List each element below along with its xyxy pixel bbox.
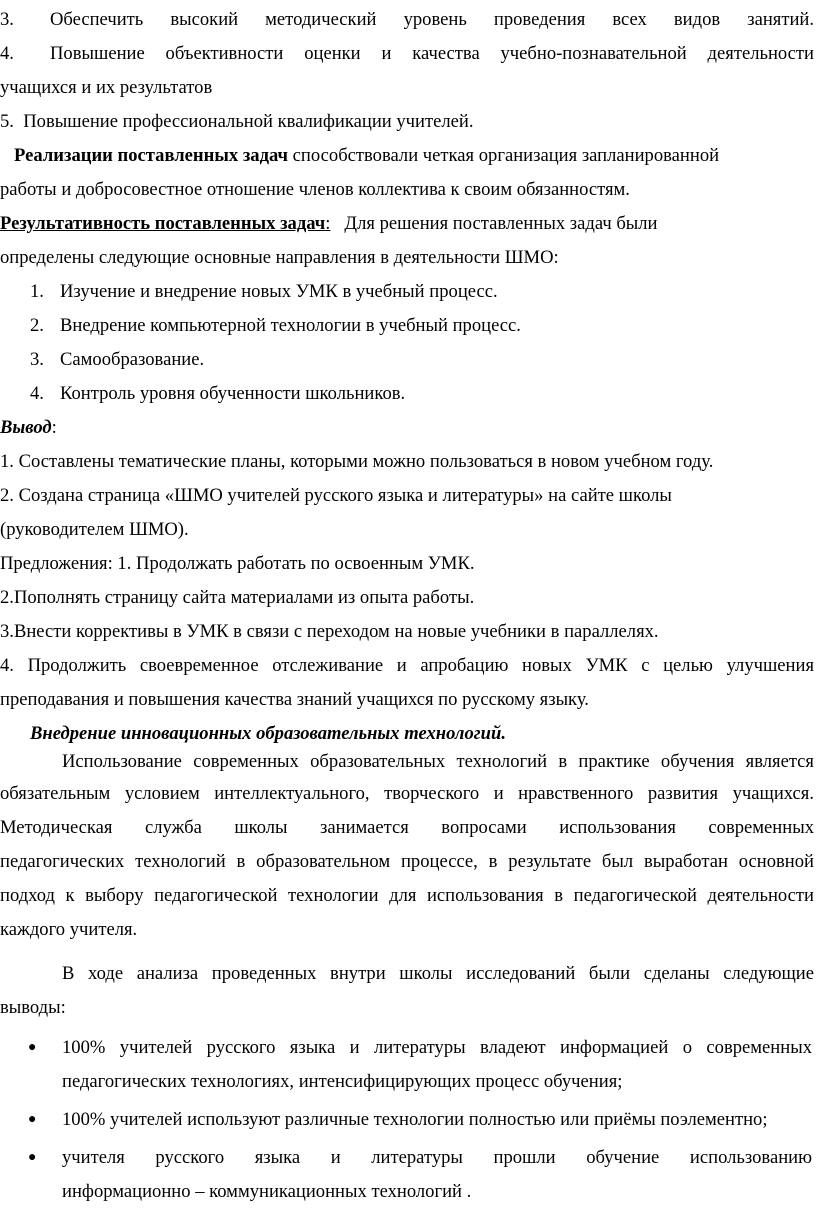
list-text: учителя русского языка и литературы прошли обучение использованию bbox=[62, 1147, 812, 1168]
conclusion-heading bbox=[0, 411, 816, 445]
innovation-paragraph-2: В ходе анализа проведенных внутри школы исследований были сделаны следующие bbox=[62, 963, 814, 984]
conclusion-item-2-cont: (руководителем ШМО). bbox=[0, 519, 189, 540]
document-page bbox=[0, 3, 816, 1209]
goal-text: Повышение профессиональной квалификации учителей. bbox=[23, 111, 474, 132]
list-text: Самообразование. bbox=[60, 349, 205, 370]
list-number: 1. bbox=[30, 281, 44, 302]
goal-number: 5. bbox=[0, 111, 14, 132]
list-item bbox=[28, 1103, 816, 1137]
realization-bold: Реализации поставленных задач bbox=[14, 145, 289, 166]
conclusion-item-1: 1. Составлены тематические планы, которыми можно пользоваться в новом учебном году. bbox=[0, 451, 714, 472]
results-paragraph bbox=[0, 207, 816, 241]
list-number: 3. bbox=[30, 349, 44, 370]
list-number: 4. bbox=[30, 383, 44, 404]
proposal-line-4: 4. Продолжить своевременное отслеживание и апробацию новых УМК с целью улучшения bbox=[0, 655, 814, 676]
innovation-paragraph-1-line: педагогических технологий в образовательном процессе, в результате был выработан основной bbox=[0, 851, 814, 872]
list-item bbox=[30, 275, 816, 309]
conclusion-label: Вывод bbox=[0, 417, 52, 438]
innovation-paragraph-1: Использование современных образовательных технологий в практике обучения является bbox=[62, 751, 814, 772]
realization-line2: работы и добросовестное отношение членов коллектива к своим обязанностям. bbox=[0, 179, 630, 200]
proposal-line-1: Предложения: 1. Продолжать работать по освоенным УМК. bbox=[0, 553, 475, 574]
list-text: Контроль уровня обученности школьников. bbox=[60, 383, 406, 404]
paragraph-gap bbox=[0, 947, 816, 957]
realization-text: способствовали четкая организация запланированной bbox=[288, 145, 720, 166]
bullet-icon: ● bbox=[28, 1040, 37, 1055]
goal-item-3 bbox=[0, 3, 816, 37]
list-item bbox=[30, 309, 816, 343]
innovation-paragraph-1-line: Методическая служба школы занимается вопросами использования современных bbox=[0, 817, 814, 838]
list-text: 100% учителей русского языка и литературы владеют информацией о современных bbox=[62, 1037, 812, 1058]
list-text: педагогических технологиях, интенсифицирующих процесс обучения; bbox=[62, 1071, 623, 1092]
directions-list bbox=[0, 275, 816, 411]
bullet-icon: ● bbox=[28, 1112, 37, 1127]
bullet-icon: ● bbox=[28, 1150, 37, 1165]
goal-item-5 bbox=[0, 105, 816, 139]
list-text: 100% учителей используют различные технологии полностью или приёмы поэлементно; bbox=[62, 1109, 768, 1130]
list-number: 2. bbox=[30, 315, 44, 336]
list-item bbox=[28, 1141, 816, 1209]
goal-number: 3. bbox=[0, 9, 14, 30]
innovation-paragraph-1-line: каждого учителя. bbox=[0, 919, 138, 940]
realization-paragraph bbox=[0, 139, 816, 173]
results-line2: определены следующие основные направления в деятельности ШМО: bbox=[0, 247, 559, 268]
section-heading: Внедрение инновационных образовательных технологий. bbox=[30, 723, 506, 744]
goal-text: Обеспечить высокий методический уровень проведения всех видов занятий. bbox=[50, 9, 814, 30]
goal-item-4-cont: учащихся и их результатов bbox=[0, 77, 213, 98]
goal-number: 4. bbox=[0, 43, 14, 64]
findings-list bbox=[0, 1031, 816, 1209]
results-colon: : bbox=[325, 213, 331, 234]
proposal-line-4-cont: преподавания и повышения качества знаний учащихся по русскому языку. bbox=[0, 689, 589, 710]
list-text: информационно – коммуникационных технологий . bbox=[62, 1181, 472, 1202]
list-text: Внедрение компьютерной технологии в учебный процесс. bbox=[60, 315, 521, 336]
innovation-paragraph-2-line: выводы: bbox=[0, 997, 66, 1018]
list-text: Изучение и внедрение новых УМК в учебный процесс. bbox=[60, 281, 498, 302]
list-item bbox=[30, 343, 816, 377]
results-text: Для решения поставленных задач были bbox=[344, 213, 658, 234]
goal-text: Повышение объективности оценки и качества учебно-познавательной деятельности bbox=[50, 43, 814, 64]
conclusion-item-2: 2. Создана страница «ШМО учителей русского языка и литературы» на сайте школы bbox=[0, 485, 672, 506]
list-item bbox=[30, 377, 816, 411]
list-item bbox=[28, 1031, 816, 1099]
goal-item-4 bbox=[0, 37, 816, 71]
innovation-paragraph-1-line: обязательным условием интеллектуального, творческого и нравственного развития учащихся. bbox=[0, 783, 814, 804]
proposal-line-2: 2.Пополнять страницу сайта материалами из опыта работы. bbox=[0, 587, 475, 608]
results-label: Результативность поставленных задач bbox=[0, 213, 326, 234]
innovation-paragraph-1-line: подход к выбору педагогической технологии для использования в педагогической деятельности bbox=[0, 885, 814, 906]
conclusion-colon: : bbox=[51, 417, 57, 438]
proposal-line-3: 3.Внести коррективы в УМК в связи с переходом на новые учебники в параллелях. bbox=[0, 621, 659, 642]
